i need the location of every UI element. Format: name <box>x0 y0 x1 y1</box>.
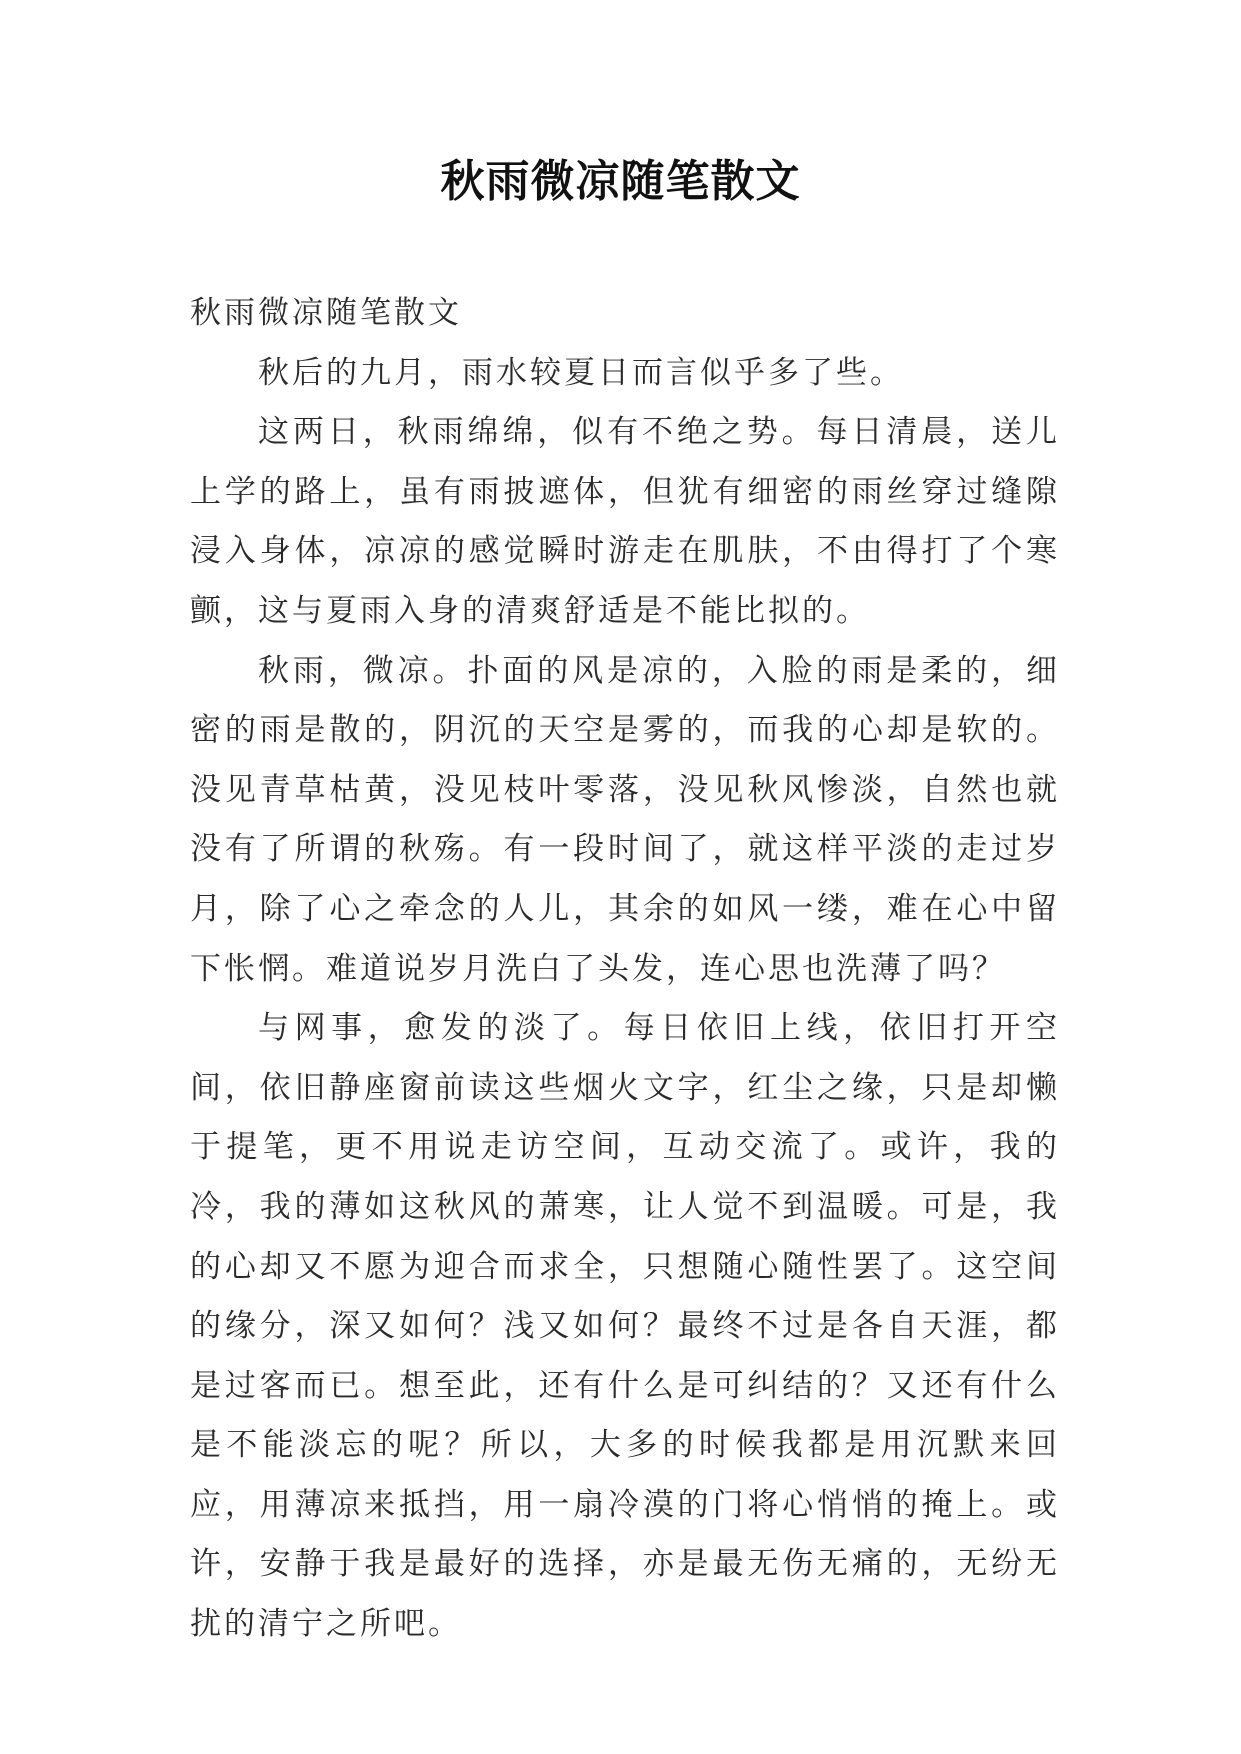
paragraph: 秋雨，微凉。扑面的风是凉的，入脸的雨是柔的，细密的雨是散的，阴沉的天空是雾的，而我的心却是软的。没见青草枯黄，没见枝叶零落，没见秋风惨淡，自然也就没有了所谓的秋殇。有一段时间了，就这样平淡的走过岁月，除了心之牵念的人儿，其余的如风一缕，难在心中留下怅惘。难道说岁月洗白了头发，连心思也洗薄了吗？ <box>190 652 1060 987</box>
document-subtitle: 秋雨微凉随笔散文 <box>190 295 462 331</box>
paragraph: 这两日，秋雨绵绵，似有不绝之势。每日清晨，送儿上学的路上，虽有雨披遮体，但犹有细密的雨丝穿过缝隙浸入身体，凉凉的感觉瞬时游走在肌肤，不由得打了个寒颤，这与夏雨入身的清爽舒适是不能比拟的。 <box>190 414 1060 629</box>
paragraph: 与网事，愈发的淡了。每日依旧上线，依旧打开空间，依旧静座窗前读这些烟火文字，红尘之缘，只是却懒于提笔，更不用说走访空间，互动交流了。或许，我的冷，我的薄如这秋风的萧寒，让人觉不到温暖。可是，我的心却又不愿为迎合而求全，只想随心随性罢了。这空间的缘分，深又如何？浅又如何？最终不过是各自天涯，都是过客而已。想至此，还有什么是可纠结的？又还有什么是不能淡忘的呢？所以，大多的时候我都是用沉默来回应，用薄凉来抵挡，用一扇冷漠的门将心悄悄的掩上。或许，安静于我是最好的选择，亦是最无伤无痛的，无纷无扰的清宁之所吧。 <box>190 1010 1060 1643</box>
paragraph: 秋后的九月，雨水较夏日而言似乎多了些。 <box>258 354 904 391</box>
document-body <box>190 284 1060 1655</box>
document-title: 秋雨微凉随笔散文 <box>440 156 801 207</box>
